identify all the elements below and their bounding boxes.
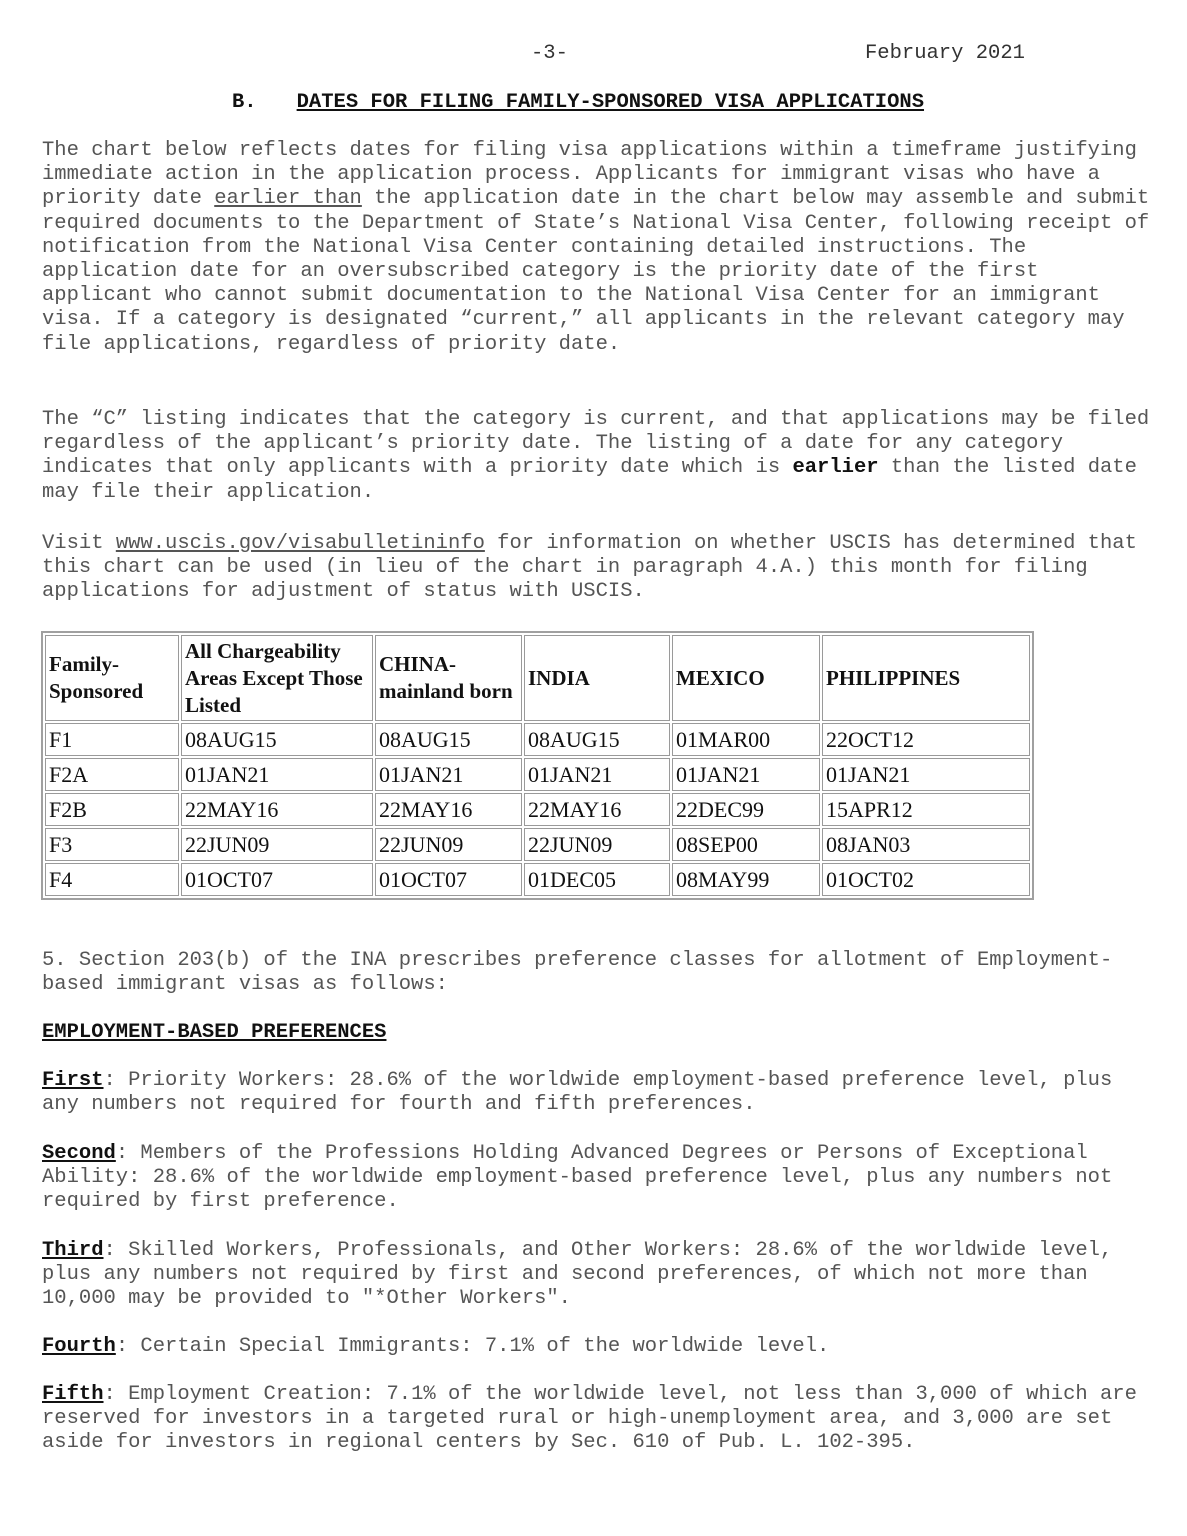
table-cell: 01OCT07 (375, 863, 522, 896)
section-5-intro: 5. Section 203(b) of the INA prescribes preference classes for allotment of Employment-based immigrant visas as follows: (42, 949, 1113, 997)
table-cell: 01OCT07 (181, 863, 373, 896)
preference-fourth: Fourth: Certain Special Immigrants: 7.1% of the worldwide level. (42, 1335, 830, 1358)
preference-first: First: Priority Workers: 28.6% of the worldwide employment-based preference level, plus any numbers not required for fourth and fifth preferences. (42, 1069, 1113, 1117)
preference-third: Third: Skilled Workers, Professionals, and Other Workers: 28.6% of the worldwide level, plus any numbers not required by first and second preferences, of which not more than 10,000 may be provided to "*Other Workers". (42, 1239, 1113, 1311)
table-cell: 01JAN21 (822, 758, 1030, 791)
table-cell: F1 (45, 723, 179, 756)
preference-second: Second: Members of the Professions Holding Advanced Degrees or Persons of Exceptional Ability: 28.6% of the worldwide employment-based preference level, plus any numbers not required by first preference. (42, 1142, 1113, 1214)
table-cell: 22MAY16 (375, 793, 522, 826)
table-cell: 22MAY16 (524, 793, 670, 826)
table-cell: F2A (45, 758, 179, 791)
page-number: -3- (531, 42, 568, 65)
section-b-letter: B. (232, 91, 257, 114)
preference-label: Third (42, 1239, 104, 1262)
preference-label: Second (42, 1142, 116, 1165)
earlier-than-emphasis: earlier than (214, 187, 362, 211)
table-cell: 08AUG15 (181, 723, 373, 756)
table-cell: 01OCT02 (822, 863, 1030, 896)
table-cell: 01JAN21 (181, 758, 373, 791)
filing-explanation-paragraph: The chart below reflects dates for filing visa applications within a timeframe justifying immediate action in the application process. Applicants for immigrant visas who have a priority date earlier than the application date in the chart below may assemble and submit required documents to the Department of State’s National Visa Center, following receipt of notification from the National Visa Center containing detailed instructions. The application date for an oversubscribed category is the priority date of the first applicant who cannot submit documentation to the National Visa Center for an immigrant visa. If a category is designated “current,” all applicants in the relevant category may file applications, regardless of priority date. (42, 139, 1150, 356)
table-cell: 08MAY99 (672, 863, 820, 896)
family-sponsored-dates-table (41, 631, 1034, 900)
employment-based-preferences-title: EMPLOYMENT-BASED PREFERENCES (42, 1021, 387, 1044)
header-family-sponsored: Family-Sponsored (45, 635, 179, 721)
header-mexico: MEXICO (672, 635, 820, 721)
table-cell: 22JUN09 (375, 828, 522, 861)
header-all-chargeability: All Chargeability Areas Except Those Listed (181, 635, 373, 721)
page-date: February 2021 (865, 42, 1025, 65)
table-cell: F4 (45, 863, 179, 896)
table-cell: 22JUN09 (181, 828, 373, 861)
preference-fifth: Fifth: Employment Creation: 7.1% of the worldwide level, not less than 3,000 of which are reserved for investors in a targeted rural or high-unemployment area, and 3,000 are set aside for investors in regional centers by Sec. 610 of Pub. L. 102-395. (42, 1383, 1137, 1455)
section-b-title: DATES FOR FILING FAMILY-SPONSORED VISA APPLICATIONS (296, 91, 925, 114)
table-cell: 22DEC99 (672, 793, 820, 826)
table-cell: 08JAN03 (822, 828, 1030, 861)
preference-label: Fifth (42, 1383, 104, 1406)
table-cell: 08AUG15 (524, 723, 670, 756)
table-cell: 22MAY16 (181, 793, 373, 826)
header-india: INDIA (524, 635, 670, 721)
table-cell: 15APR12 (822, 793, 1030, 826)
table-cell: 01JAN21 (375, 758, 522, 791)
header-china: CHINA-mainland born (375, 635, 522, 721)
table-cell: 01DEC05 (524, 863, 670, 896)
table-row (45, 863, 1030, 896)
table-cell: F3 (45, 828, 179, 861)
table-cell: 01MAR00 (672, 723, 820, 756)
table-row (45, 758, 1030, 791)
table-cell: 22OCT12 (822, 723, 1030, 756)
section-b-heading (232, 91, 924, 115)
table-cell: 01JAN21 (672, 758, 820, 791)
table-cell: 01JAN21 (524, 758, 670, 791)
table-row (45, 793, 1030, 826)
table-cell: 22JUN09 (524, 828, 670, 861)
earlier-emphasis: earlier (792, 456, 879, 480)
uscis-link[interactable]: www.uscis.gov/visabulletininfo (115, 532, 485, 555)
uscis-visit-paragraph: Visit www.uscis.gov/visabulletininfo for information on whether USCIS has determined that this chart can be used (in lieu of the chart in paragraph 4.A.) this month for filing applications for adjustment of status with USCIS. (42, 532, 1137, 604)
table-cell: 08AUG15 (375, 723, 522, 756)
table-header-row (45, 635, 1030, 721)
header-philippines: PHILIPPINES (822, 635, 1030, 721)
table-cell: 08SEP00 (672, 828, 820, 861)
table-row (45, 723, 1030, 756)
preference-label: First (42, 1069, 104, 1092)
table-cell: F2B (45, 793, 179, 826)
current-listing-paragraph: The “C” listing indicates that the category is current, and that applications may be filed regardless of the applicant’s priority date. The listing of a date for any category indicates that only applicants with a priority date which is earlier than the listed date may file their application. (42, 408, 1150, 504)
table-row (45, 828, 1030, 861)
preference-label: Fourth (42, 1335, 116, 1358)
